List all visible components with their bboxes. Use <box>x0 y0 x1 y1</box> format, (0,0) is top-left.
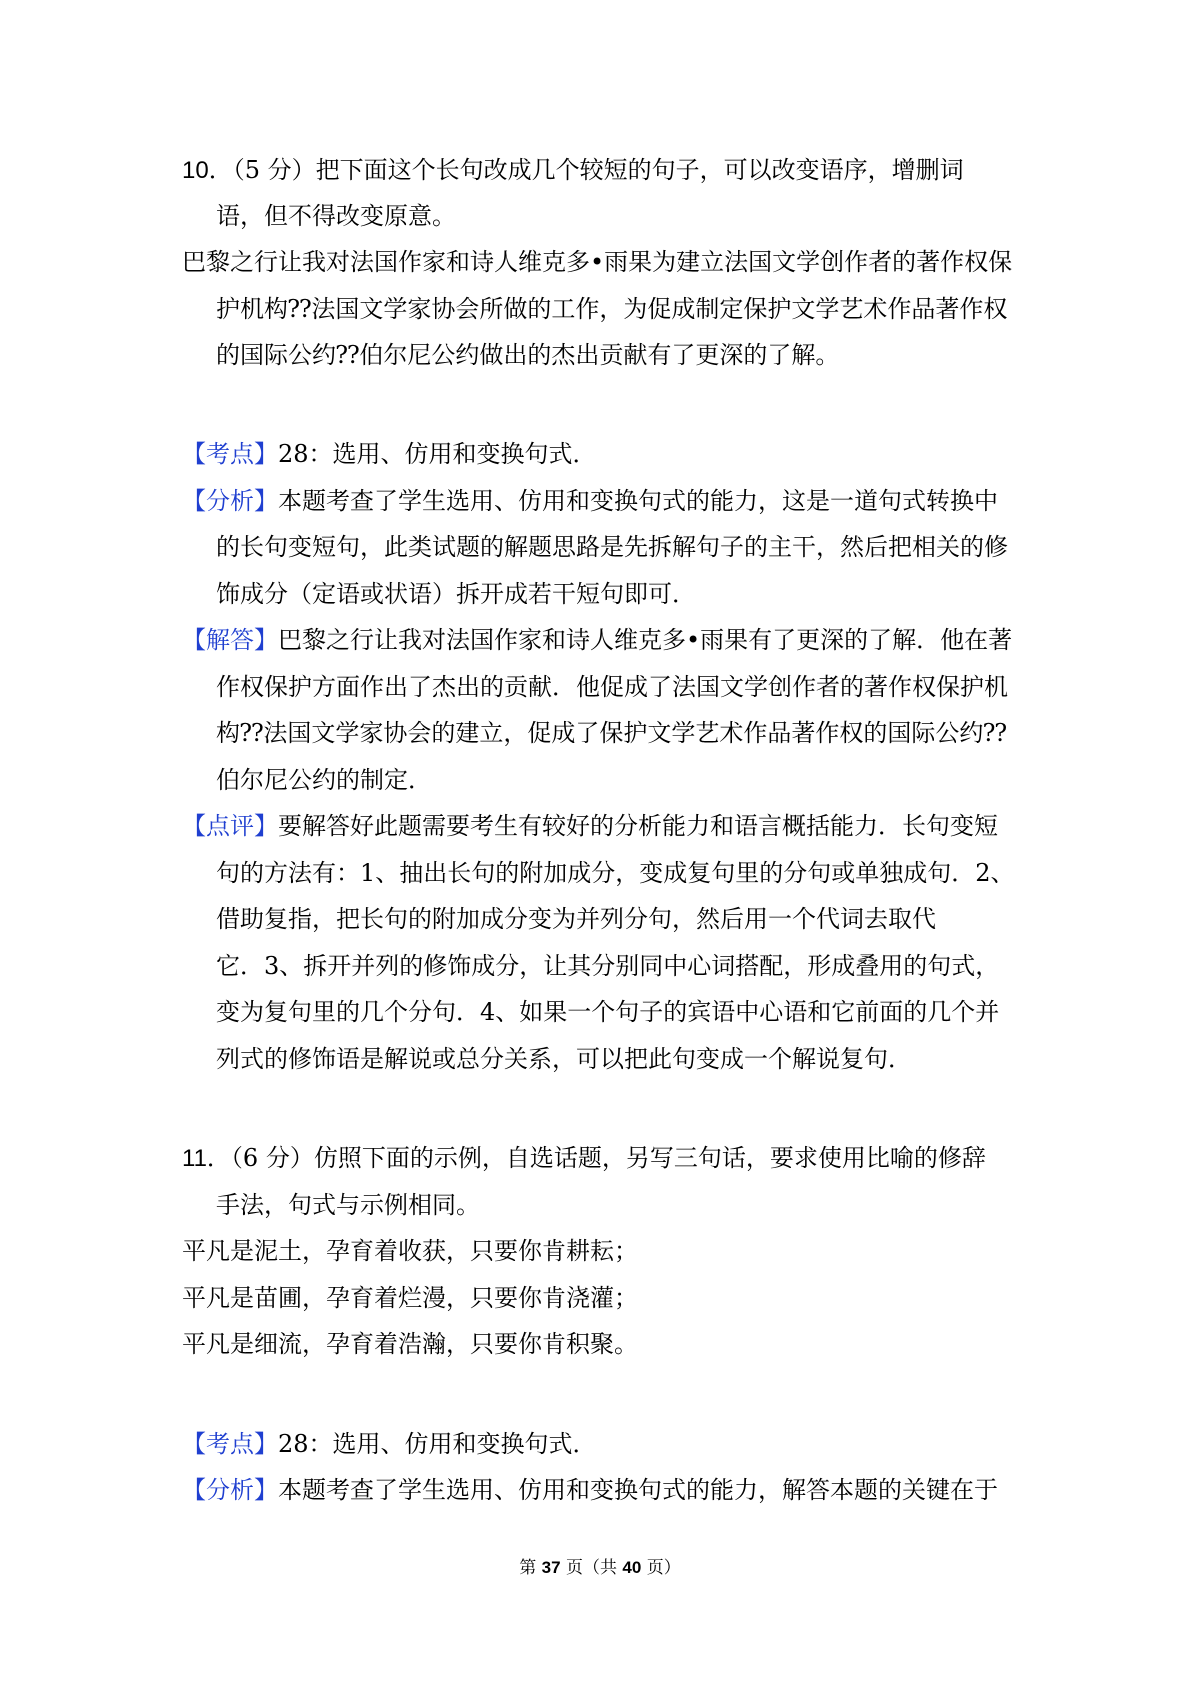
fenxi-tag: 【分析】 <box>182 1476 278 1504</box>
question-number: 11． <box>182 1145 231 1172</box>
fenxi-row <box>182 1473 998 1507</box>
question-stem: （6 分）仿照下面的示例，自选话题，另写三句话，要求使用比喻的修辞 <box>230 1144 986 1172</box>
kaodian-row <box>182 437 597 471</box>
dianping-line-5: 变为复句里的几个分句．4、如果一个句子的宾语中心语和它前面的几个并 <box>216 998 1000 1026</box>
passage-line-2: 护机构⁇法国文学家协会所做的工作，为促成制定保护文学艺术作品著作权 <box>216 295 1008 323</box>
dianping-row <box>182 809 998 843</box>
jieda-row <box>182 623 1012 657</box>
page-footer <box>0 1556 1200 1580</box>
question-10-line-2: 语，但不得改变原意。 <box>216 202 456 230</box>
footer-suffix: 页） <box>641 1558 681 1578</box>
kaodian-text: 28：选用、仿用和变换句式． <box>278 440 597 468</box>
footer-middle: 页（共 <box>560 1558 623 1578</box>
current-page-number: 37 <box>541 1558 561 1577</box>
jieda-text: 巴黎之行让我对法国作家和诗人维克多•雨果有了更深的了解．他在著 <box>278 626 1013 654</box>
question-11-line-2: 手法，句式与示例相同。 <box>216 1191 480 1219</box>
jieda-line-2: 作权保护方面作出了杰出的贡献．他促成了法国文学创作者的著作权保护机 <box>216 673 1008 701</box>
dianping-line-2: 句的方法有：1、抽出长句的附加成分，变成复句里的分句或单独成句．2、 <box>216 859 1015 887</box>
passage-line-3: 的国际公约⁇伯尔尼公约做出的杰出贡献有了更深的了解。 <box>216 341 840 369</box>
kaodian-tag: 【考点】 <box>182 1430 278 1458</box>
footer-prefix: 第 <box>519 1558 542 1578</box>
dianping-line-3: 借助复指，把长句的附加成分变为并列分句，然后用一个代词去取代 <box>216 905 936 933</box>
kaodian-tag: 【考点】 <box>182 440 278 468</box>
jieda-tag: 【解答】 <box>182 626 278 654</box>
fenxi-text: 本题考查了学生选用、仿用和变换句式的能力，解答本题的关键在于 <box>278 1476 998 1504</box>
jieda-line-3: 构⁇法国文学家协会的建立，促成了保护文学艺术作品著作权的国际公约⁇ <box>216 719 1007 747</box>
example-line-2: 平凡是苗圃，孕育着烂漫，只要你肯浇灌； <box>182 1284 638 1312</box>
example-line-3: 平凡是细流，孕育着浩瀚，只要你肯积聚。 <box>182 1330 638 1358</box>
dianping-tag: 【点评】 <box>182 812 278 840</box>
fenxi-line-2: 的长句变短句，此类试题的解题思路是先拆解句子的主干，然后把相关的修 <box>216 533 1008 561</box>
dianping-line-4: 它．3、拆开并列的修饰成分，让其分别同中心词搭配，形成叠用的句式， <box>216 952 1000 980</box>
question-10-line-1 <box>182 153 964 188</box>
total-page-number: 40 <box>622 1558 642 1577</box>
passage-line-1: 巴黎之行让我对法国作家和诗人维克多•雨果为建立法国文学创作者的著作权保 <box>182 248 1013 276</box>
fenxi-tag: 【分析】 <box>182 487 278 515</box>
fenxi-row <box>182 484 998 518</box>
fenxi-line-3: 饰成分（定语或状语）拆开成若干短句即可． <box>216 580 696 608</box>
jieda-line-4: 伯尔尼公约的制定． <box>216 766 432 794</box>
question-stem: （5 分）把下面这个长句改成几个较短的句子，可以改变语序，增删词 <box>232 156 964 184</box>
fenxi-text: 本题考查了学生选用、仿用和变换句式的能力，这是一道句式转换中 <box>278 487 998 515</box>
dianping-line-6: 列式的修饰语是解说或总分关系，可以把此句变成一个解说复句． <box>216 1045 912 1073</box>
dianping-text: 要解答好此题需要考生有较好的分析能力和语言概括能力．长句变短 <box>278 812 998 840</box>
question-number: 10． <box>182 157 233 184</box>
kaodian-row <box>182 1427 597 1461</box>
question-11-line-1 <box>182 1141 986 1176</box>
example-line-1: 平凡是泥土，孕育着收获，只要你肯耕耘； <box>182 1237 638 1265</box>
kaodian-text: 28：选用、仿用和变换句式． <box>278 1430 597 1458</box>
